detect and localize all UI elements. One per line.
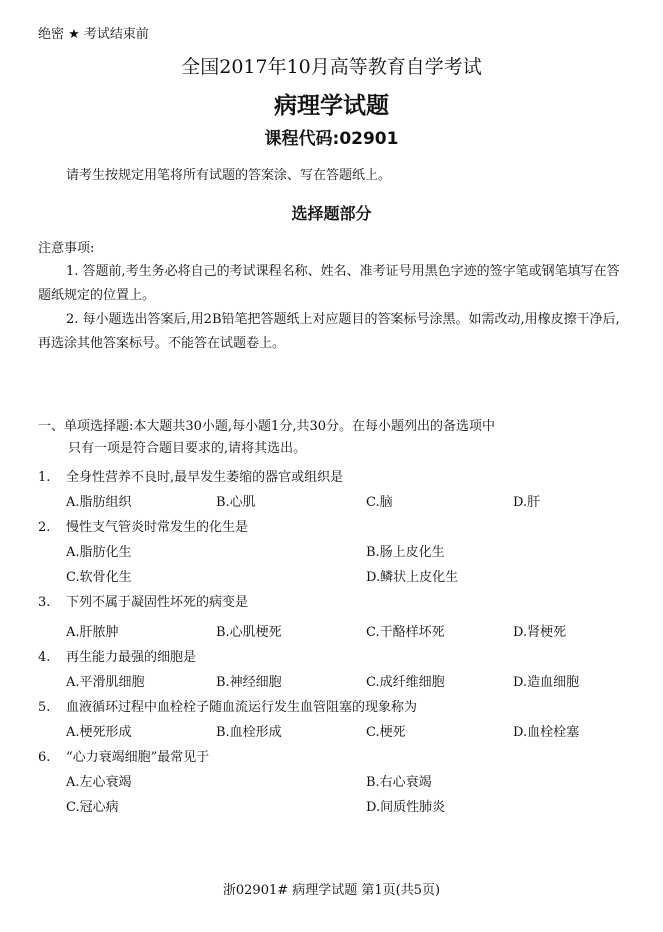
question-text: “心力衰竭细胞”最常见于 [66,750,210,765]
question-text: 慢性支气管炎时常发生的化生是 [66,520,249,535]
question-number: 4. [38,650,51,665]
course-code: 课程代码:02901 [264,129,399,149]
question-number: 3. [38,595,51,610]
subject-title: 病理学试题 [274,93,389,119]
q4-option-d: D.造血细胞 [513,675,580,690]
question-number: 5. [38,700,51,715]
section-heading-line1: 一、单项选择题:本大题共30小题,每小题1分,共30分。在每小题列出的备选项中 [38,419,495,434]
question-3 [38,591,248,610]
question-4 [38,646,196,665]
section-heading [38,416,638,460]
note-item-1: 1. 答题前,考生务必将自己的考试课程名称、姓名、准考证号用黑色字迹的签字笔或钢笔填写在答题纸规定的位置上。 [38,264,620,303]
part-title: 选择题部分 [291,204,372,223]
q4-option-c: C.成纤维细胞 [366,675,445,690]
note-item-2: 2. 每小题选出答案后,用2B铅笔把答题纸上对应题目的答案标号涂黑。如需改动,用橡皮擦干净后,再选涂其他答案标号。不能答在试题卷上。 [38,312,620,351]
notes-heading: 注意事项: [38,241,95,256]
q3-option-c: C.干酪样坏死 [366,625,445,640]
answer-instruction: 请考生按规定用笔将所有试题的答案涂、写在答题纸上。 [66,168,392,183]
q3-option-a: A.肝脓肿 [66,625,119,640]
question-6 [38,746,209,765]
question-text: 血液循环过程中血栓栓子随血流运行发生血管阻塞的现象称为 [66,700,418,715]
q4-option-b: B.神经细胞 [216,675,282,690]
question-2 [38,516,248,535]
q6-option-b: B.右心衰竭 [366,775,432,790]
q1-option-d: D.肝 [513,495,541,510]
question-number: 1. [38,470,51,485]
confidential-label: 绝密 ★ 考试结束前 [38,27,149,42]
q3-option-d: D.肾梗死 [513,625,567,640]
q5-option-d: D.血栓栓塞 [513,725,580,740]
question-text: 再生能力最强的细胞是 [66,650,197,665]
question-5 [38,696,417,715]
page-footer: 浙02901# 病理学试题 第1页(共5页) [222,883,441,898]
q6-option-a: A.左心衰竭 [66,775,132,790]
q6-option-c: C.冠心病 [66,800,119,815]
section-heading-line2: 只有一项是符合题目要求的,请将其选出。 [68,441,307,456]
q2-option-d: D.鳞状上皮化生 [366,570,459,585]
q2-option-a: A.脂肪化生 [66,545,132,560]
question-1 [38,466,343,485]
question-text: 下列不属于凝固性坏死的病变是 [66,595,249,610]
q2-option-c: C.软骨化生 [66,570,132,585]
q1-option-c: C.脑 [366,495,393,510]
q5-option-b: B.血栓形成 [216,725,282,740]
q6-option-d: D.间质性肺炎 [366,800,446,815]
question-text: 全身性营养不良时,最早发生萎缩的器官或组织是 [66,470,344,485]
q5-option-c: C.梗死 [366,725,406,740]
q5-option-a: A.梗死形成 [66,725,132,740]
q1-option-a: A.脂肪组织 [66,495,132,510]
q3-option-b: B.心肌梗死 [216,625,282,640]
q4-option-a: A.平滑肌细胞 [66,675,145,690]
q1-option-b: B.心肌 [216,495,256,510]
exam-title: 全国2017年10月高等教育自学考试 [181,56,482,78]
question-number: 2. [38,520,51,535]
question-number: 6. [38,750,51,765]
q2-option-b: B.肠上皮化生 [366,545,445,560]
